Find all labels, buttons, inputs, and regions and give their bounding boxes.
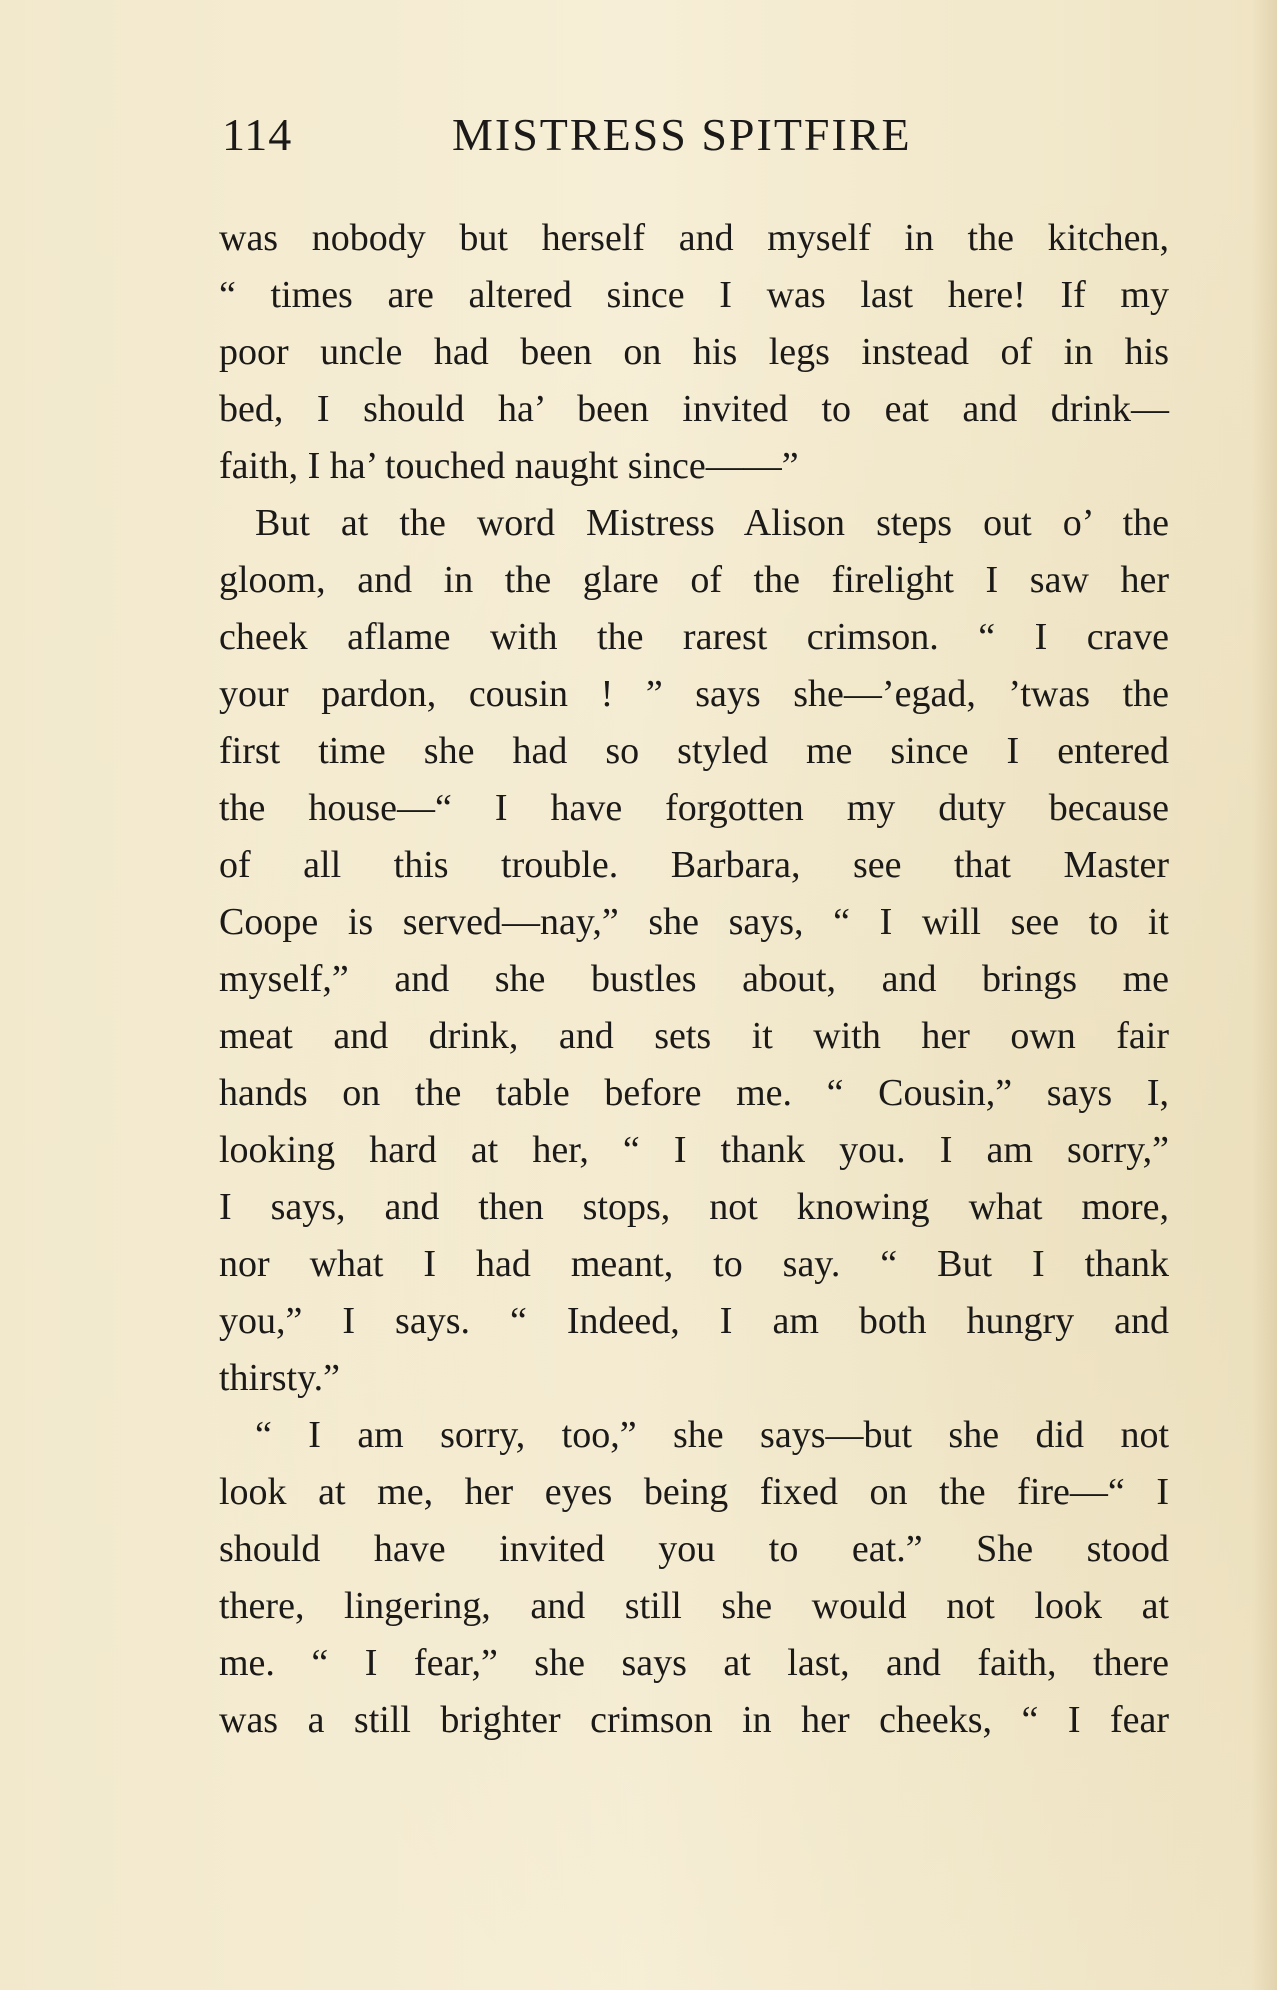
- text-line: “ I am sorry, too,” she says—but she did not: [255, 1414, 1169, 1456]
- text-line: poor uncle had been on his legs instead of in his: [219, 331, 1169, 373]
- text-line: But at the word Mistress Alison steps out o’ the: [255, 502, 1169, 544]
- text-line: there, lingering, and still she would not look at: [219, 1585, 1169, 1627]
- text-line: thirsty.”: [219, 1357, 341, 1399]
- body-text: [219, 210, 1169, 1749]
- text-line: looking hard at her, “ I thank you. I am sorry,”: [219, 1129, 1169, 1171]
- text-line: hands on the table before me. “ Cousin,” says I,: [219, 1072, 1169, 1114]
- page-number: 114: [222, 109, 293, 160]
- text-line: cheek aflame with the rarest crimson. “ I crave: [219, 616, 1169, 658]
- text-line: myself,” and she bustles about, and brings me: [219, 958, 1169, 1000]
- text-line: should have invited you to eat.” She stood: [219, 1528, 1169, 1570]
- text-line: meat and drink, and sets it with her own fair: [219, 1015, 1169, 1057]
- running-title: MISTRESS SPITFIRE: [452, 109, 912, 160]
- text-line: me. “ I fear,” she says at last, and faith, there: [219, 1642, 1169, 1684]
- text-line: your pardon, cousin ! ” says she—’egad, ’twas the: [219, 673, 1169, 715]
- running-header: [0, 108, 1277, 168]
- text-line: look at me, her eyes being fixed on the fire—“ I: [219, 1471, 1169, 1513]
- text-line: nor what I had meant, to say. “ But I thank: [219, 1243, 1169, 1285]
- text-line: was a still brighter crimson in her cheeks, “ I fear: [219, 1699, 1169, 1741]
- text-line: of all this trouble. Barbara, see that Master: [219, 844, 1169, 886]
- text-line: you,” I says. “ Indeed, I am both hungry and: [219, 1300, 1169, 1342]
- text-line: first time she had so styled me since I entered: [219, 730, 1169, 772]
- text-line: was nobody but herself and myself in the kitchen,: [219, 217, 1169, 259]
- text-line: bed, I should ha’ been invited to eat and drink—: [219, 388, 1169, 430]
- text-line: “ times are altered since I was last here! If my: [219, 274, 1169, 316]
- text-line: gloom, and in the glare of the firelight I saw her: [219, 559, 1169, 601]
- text-line: I says, and then stops, not knowing what more,: [219, 1186, 1169, 1228]
- text-line: Coope is served—nay,” she says, “ I will see to it: [219, 901, 1169, 943]
- text-line: faith, I ha’ touched naught since——”: [219, 445, 799, 487]
- text-line: the house—“ I have forgotten my duty because: [219, 787, 1169, 829]
- page-edge-shading: [1251, 0, 1277, 1990]
